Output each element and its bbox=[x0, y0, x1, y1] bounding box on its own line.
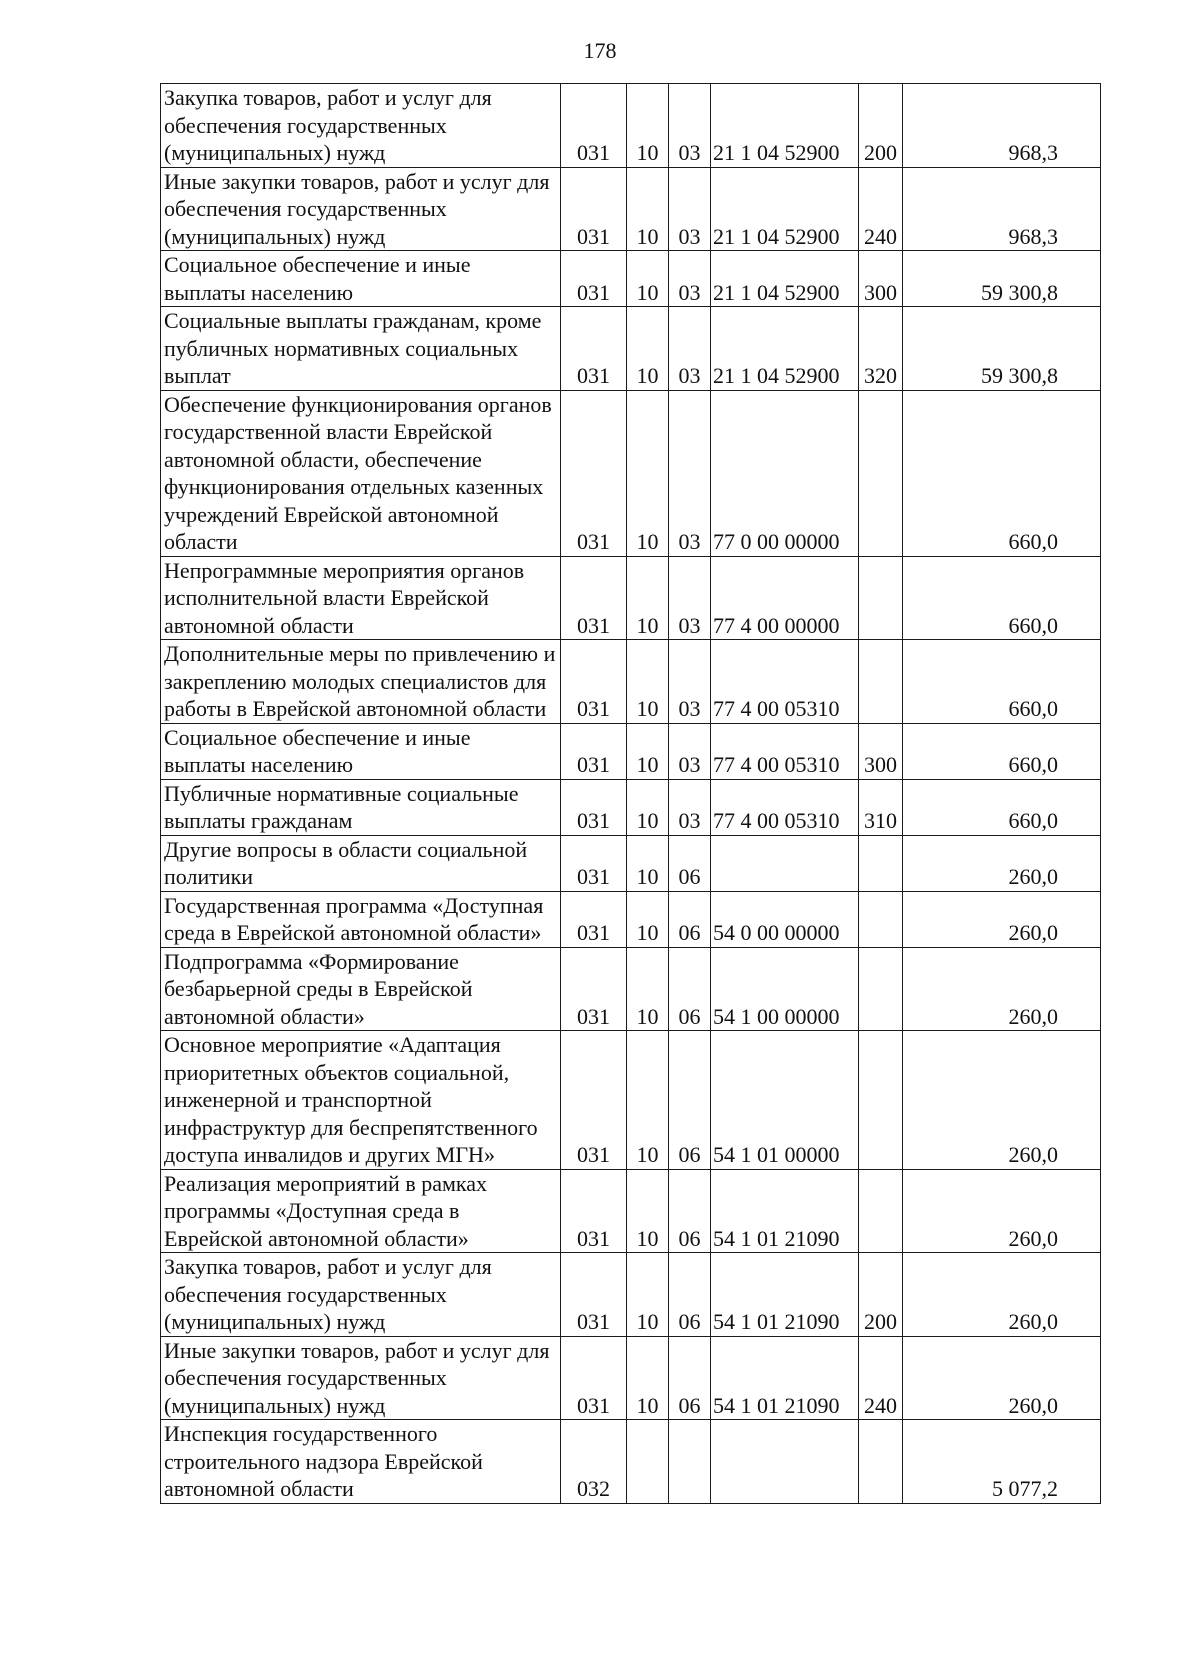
row-target-article-code: 21 1 04 52900 bbox=[711, 307, 859, 391]
row-section-code: 10 bbox=[627, 1336, 669, 1420]
row-amount: 260,0 bbox=[903, 1253, 1101, 1337]
row-name: Обеспечение функционирования органов государственной власти Еврейской автономной области, обеспечение функционирования отдельных казенных учреждений Еврейской автономной области bbox=[161, 390, 561, 556]
row-expense-type-code: 300 bbox=[859, 723, 903, 779]
row-amount: 260,0 bbox=[903, 891, 1101, 947]
table-row bbox=[161, 947, 1101, 1031]
row-ministry-code: 031 bbox=[561, 640, 627, 724]
row-ministry-code: 031 bbox=[561, 891, 627, 947]
table-row bbox=[161, 779, 1101, 835]
row-subsection-code: 03 bbox=[669, 251, 711, 307]
row-name: Закупка товаров, работ и услуг для обеспечения государственных (муниципальных) нужд bbox=[161, 84, 561, 168]
row-name: Социальное обеспечение и иные выплаты населению bbox=[161, 251, 561, 307]
row-subsection-code: 03 bbox=[669, 779, 711, 835]
table-row bbox=[161, 1253, 1101, 1337]
row-ministry-code: 031 bbox=[561, 390, 627, 556]
row-subsection-code: 03 bbox=[669, 640, 711, 724]
row-amount: 260,0 bbox=[903, 1031, 1101, 1170]
row-section-code: 10 bbox=[627, 1253, 669, 1337]
row-ministry-code: 031 bbox=[561, 84, 627, 168]
table-row bbox=[161, 251, 1101, 307]
page-number: 178 bbox=[583, 38, 617, 63]
table-row bbox=[161, 167, 1101, 251]
table-row bbox=[161, 891, 1101, 947]
row-subsection-code: 06 bbox=[669, 1031, 711, 1170]
row-section-code: 10 bbox=[627, 556, 669, 640]
table-row bbox=[161, 1336, 1101, 1420]
row-section-code: 10 bbox=[627, 307, 669, 391]
row-name: Другие вопросы в области социальной политики bbox=[161, 835, 561, 891]
row-amount: 260,0 bbox=[903, 835, 1101, 891]
row-amount: 5 077,2 bbox=[903, 1420, 1101, 1504]
row-amount: 660,0 bbox=[903, 723, 1101, 779]
row-target-article-code: 21 1 04 52900 bbox=[711, 84, 859, 168]
row-target-article-code: 21 1 04 52900 bbox=[711, 251, 859, 307]
row-ministry-code: 031 bbox=[561, 1336, 627, 1420]
row-ministry-code: 032 bbox=[561, 1420, 627, 1504]
table-row bbox=[161, 390, 1101, 556]
table-row bbox=[161, 1169, 1101, 1253]
row-name: Социальные выплаты гражданам, кроме публичных нормативных социальных выплат bbox=[161, 307, 561, 391]
budget-table bbox=[160, 83, 1101, 1504]
row-target-article-code: 77 4 00 00000 bbox=[711, 556, 859, 640]
row-target-article-code: 54 1 01 00000 bbox=[711, 1031, 859, 1170]
row-target-article-code: 54 1 01 21090 bbox=[711, 1169, 859, 1253]
row-target-article-code: 77 0 00 00000 bbox=[711, 390, 859, 556]
row-subsection-code: 03 bbox=[669, 723, 711, 779]
row-target-article-code bbox=[711, 835, 859, 891]
row-ministry-code: 031 bbox=[561, 947, 627, 1031]
row-amount: 660,0 bbox=[903, 390, 1101, 556]
row-target-article-code: 54 0 00 00000 bbox=[711, 891, 859, 947]
row-expense-type-code bbox=[859, 1031, 903, 1170]
row-ministry-code: 031 bbox=[561, 556, 627, 640]
row-subsection-code: 06 bbox=[669, 1253, 711, 1337]
row-target-article-code: 77 4 00 05310 bbox=[711, 640, 859, 724]
row-expense-type-code: 200 bbox=[859, 84, 903, 168]
row-section-code: 10 bbox=[627, 779, 669, 835]
row-expense-type-code: 320 bbox=[859, 307, 903, 391]
row-name: Социальное обеспечение и иные выплаты населению bbox=[161, 723, 561, 779]
row-section-code: 10 bbox=[627, 891, 669, 947]
row-target-article-code: 54 1 01 21090 bbox=[711, 1336, 859, 1420]
row-amount: 660,0 bbox=[903, 556, 1101, 640]
row-expense-type-code: 300 bbox=[859, 251, 903, 307]
row-subsection-code: 06 bbox=[669, 891, 711, 947]
row-name: Дополнительные меры по привлечению и закреплению молодых специалистов для работы в Еврейской автономной области bbox=[161, 640, 561, 724]
row-amount: 968,3 bbox=[903, 84, 1101, 168]
row-ministry-code: 031 bbox=[561, 835, 627, 891]
row-subsection-code: 03 bbox=[669, 167, 711, 251]
row-subsection-code: 06 bbox=[669, 1336, 711, 1420]
row-ministry-code: 031 bbox=[561, 167, 627, 251]
table-row bbox=[161, 835, 1101, 891]
row-expense-type-code: 240 bbox=[859, 1336, 903, 1420]
table-row bbox=[161, 84, 1101, 168]
row-subsection-code: 06 bbox=[669, 947, 711, 1031]
row-section-code: 10 bbox=[627, 947, 669, 1031]
row-subsection-code: 03 bbox=[669, 390, 711, 556]
row-ministry-code: 031 bbox=[561, 251, 627, 307]
row-name: Инспекция государственного строительного надзора Еврейской автономной области bbox=[161, 1420, 561, 1504]
row-target-article-code: 21 1 04 52900 bbox=[711, 167, 859, 251]
table-row bbox=[161, 640, 1101, 724]
row-ministry-code: 031 bbox=[561, 1169, 627, 1253]
row-name: Подпрограмма «Формирование безбарьерной среды в Еврейской автономной области» bbox=[161, 947, 561, 1031]
row-name: Государственная программа «Доступная среда в Еврейской автономной области» bbox=[161, 891, 561, 947]
row-subsection-code: 03 bbox=[669, 307, 711, 391]
row-name: Реализация мероприятий в рамках программы «Доступная среда в Еврейской автономной области» bbox=[161, 1169, 561, 1253]
row-subsection-code: 03 bbox=[669, 84, 711, 168]
row-amount: 660,0 bbox=[903, 779, 1101, 835]
row-expense-type-code: 310 bbox=[859, 779, 903, 835]
row-target-article-code: 54 1 00 00000 bbox=[711, 947, 859, 1031]
row-name: Непрограммные мероприятия органов исполнительной власти Еврейской автономной области bbox=[161, 556, 561, 640]
row-amount: 260,0 bbox=[903, 1336, 1101, 1420]
table-row bbox=[161, 556, 1101, 640]
row-subsection-code: 03 bbox=[669, 556, 711, 640]
row-amount: 968,3 bbox=[903, 167, 1101, 251]
row-section-code: 10 bbox=[627, 251, 669, 307]
row-name: Публичные нормативные социальные выплаты гражданам bbox=[161, 779, 561, 835]
row-section-code bbox=[627, 1420, 669, 1504]
table-row bbox=[161, 307, 1101, 391]
row-name: Иные закупки товаров, работ и услуг для обеспечения государственных (муниципальных) нужд bbox=[161, 1336, 561, 1420]
row-amount: 260,0 bbox=[903, 947, 1101, 1031]
row-name: Закупка товаров, работ и услуг для обеспечения государственных (муниципальных) нужд bbox=[161, 1253, 561, 1337]
row-section-code: 10 bbox=[627, 835, 669, 891]
row-section-code: 10 bbox=[627, 1031, 669, 1170]
row-ministry-code: 031 bbox=[561, 723, 627, 779]
row-target-article-code: 54 1 01 21090 bbox=[711, 1253, 859, 1337]
row-expense-type-code bbox=[859, 390, 903, 556]
row-expense-type-code: 200 bbox=[859, 1253, 903, 1337]
row-expense-type-code bbox=[859, 640, 903, 724]
table-row bbox=[161, 1031, 1101, 1170]
row-target-article-code: 77 4 00 05310 bbox=[711, 723, 859, 779]
row-ministry-code: 031 bbox=[561, 1253, 627, 1337]
row-section-code: 10 bbox=[627, 723, 669, 779]
table-body bbox=[161, 84, 1101, 1504]
row-expense-type-code: 240 bbox=[859, 167, 903, 251]
row-amount: 260,0 bbox=[903, 1169, 1101, 1253]
row-subsection-code: 06 bbox=[669, 835, 711, 891]
row-ministry-code: 031 bbox=[561, 1031, 627, 1170]
row-section-code: 10 bbox=[627, 84, 669, 168]
row-section-code: 10 bbox=[627, 640, 669, 724]
row-section-code: 10 bbox=[627, 390, 669, 556]
row-target-article-code: 77 4 00 05310 bbox=[711, 779, 859, 835]
row-ministry-code: 031 bbox=[561, 779, 627, 835]
row-expense-type-code bbox=[859, 947, 903, 1031]
table-row bbox=[161, 1420, 1101, 1504]
row-section-code: 10 bbox=[627, 1169, 669, 1253]
row-amount: 660,0 bbox=[903, 640, 1101, 724]
row-name: Основное мероприятие «Адаптация приоритетных объектов социальной, инженерной и транспортной инфраструктур для беспрепятственного доступа инвалидов и других МГН» bbox=[161, 1031, 561, 1170]
row-expense-type-code bbox=[859, 556, 903, 640]
row-amount: 59 300,8 bbox=[903, 307, 1101, 391]
row-expense-type-code bbox=[859, 1169, 903, 1253]
row-amount: 59 300,8 bbox=[903, 251, 1101, 307]
row-expense-type-code bbox=[859, 891, 903, 947]
row-section-code: 10 bbox=[627, 167, 669, 251]
row-target-article-code bbox=[711, 1420, 859, 1504]
row-name: Иные закупки товаров, работ и услуг для обеспечения государственных (муниципальных) нужд bbox=[161, 167, 561, 251]
row-subsection-code: 06 bbox=[669, 1169, 711, 1253]
row-expense-type-code bbox=[859, 835, 903, 891]
row-expense-type-code bbox=[859, 1420, 903, 1504]
row-subsection-code bbox=[669, 1420, 711, 1504]
row-ministry-code: 031 bbox=[561, 307, 627, 391]
table-row bbox=[161, 723, 1101, 779]
